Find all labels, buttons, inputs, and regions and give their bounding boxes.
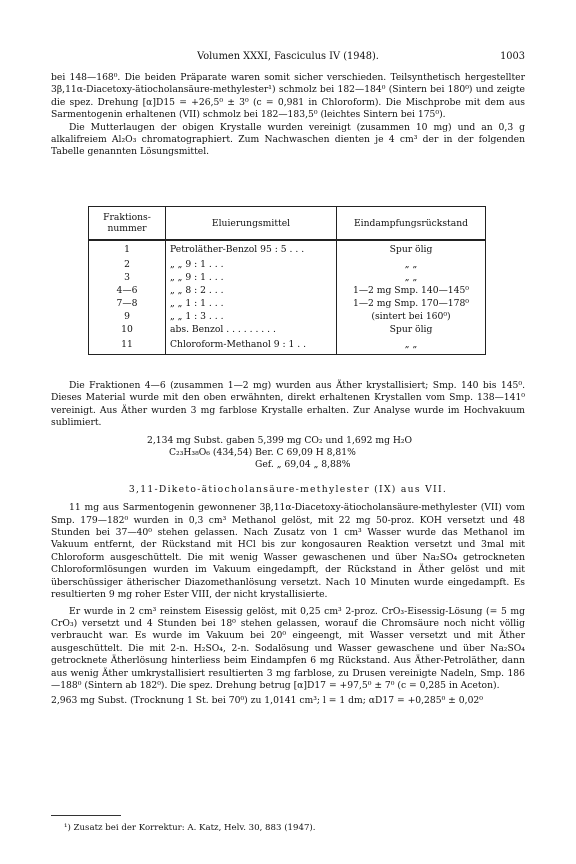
paragraph-4: 11 mg aus Sarmentogenin gewonnener 3β,11α-Diacetoxy-ätiocholansäure-methylester (VII) vom Smp. 179—182⁰ wurden in 0,3 cm³ Methanol gelöst, mit 22 mg 50-proz. KOH versetzt und 48 Stunden bei 37—40⁰ stehen gelassen. Nach Zusatz von 1 cm³ Wasser wurde das Methanol im Vakuum entfernt, der Rückstand mit HCl bis zur kongosauren Reaktion versetzt und 3mal mit Chloroform ausgeschüttelt. Die mit wenig Wasser gewaschenen und über Na₂SO₄ getrockneten Chloroformlösungen wurden im Vakuum eingedampft, der Rückstand in Äther gelöst und mit überschüssiger ätherischer Diazomethanlösung versetzt. Nach 10 Minuten wurde eingedampft. Es resultierten 9 mg roher Ester VIII, der nicht krystallisierte. — [51, 502, 525, 601]
paragraph-1: bei 148—168⁰. Die beiden Präparate waren somit sicher verschieden. Teilsynthetisch hergestellter 3β,11α-Diacetoxy-ätiocholansäure-methylester¹) schmolz bei 182—184⁰ (Sintern bei 180⁰) und zeigte die spez. Drehung [α]D15 = +26,5⁰ ± 3⁰ (c = 0,981 in Chloroform). Die Mischprobe mit dem aus Sarmentogenin erhaltenen (VII) schmolz bei 182—183,5⁰ (leichtes Sintern bei 175⁰). — [51, 72, 525, 121]
running-header — [51, 51, 525, 62]
table-row — [89, 258, 486, 271]
eluent: „ „ 1 : 1 . . . — [166, 297, 337, 310]
residue: „ „ — [337, 271, 486, 284]
residue: „ „ — [337, 336, 486, 354]
body-top — [51, 72, 525, 159]
paragraph-6: 2,963 mg Subst. (Trocknung 1 St. bei 70⁰) zu 1,0141 cm³; l = 1 dm; αD17 = +0,285⁰ ± 0,02⁰ — [51, 695, 483, 707]
fraction-number: 2 — [124, 259, 130, 270]
analysis-line-2: C₂₃H₃₈O₆ (434,54) Ber. C 69,09 H 8,81% — [169, 447, 356, 459]
fraction-number: 10 — [121, 324, 133, 335]
footnote-rule — [51, 815, 121, 816]
table-row — [89, 323, 486, 336]
analysis-line-3: Gef. „ 69,04 „ 8,88% — [255, 459, 351, 471]
fraction-number: 1 — [124, 244, 130, 255]
table-row — [89, 271, 486, 284]
col-header-fraction: Fraktions- nummer — [89, 207, 166, 241]
residue: 1—2 mg Smp. 170—178⁰ — [337, 297, 486, 310]
col-header-eluent: Eluierungsmittel — [166, 207, 337, 241]
eluent: Petroläther-Benzol 95 : 5 . . . — [166, 240, 337, 258]
page-number: 1003 — [500, 51, 525, 62]
eluent: „ „ 9 : 1 . . . — [166, 258, 337, 271]
residue: (sintert bei 160⁰) — [337, 310, 486, 323]
fraction-number: 4—6 — [116, 285, 138, 296]
table-header-row — [89, 207, 486, 241]
eluent: „ „ 8 : 2 . . . — [166, 284, 337, 297]
analysis-line-1: 2,134 mg Subst. gaben 5,399 mg CO₂ und 1,692 mg H₂O — [147, 434, 413, 446]
table-row — [89, 240, 486, 258]
table-row — [89, 284, 486, 297]
fraction-number: 9 — [124, 311, 130, 322]
body-middle — [51, 380, 525, 708]
analysis-block — [51, 435, 525, 472]
paragraph-2: Die Mutterlaugen der obigen Krystalle wurden vereinigt (zusammen 10 mg) und an 0,3 g alkalifreiem Al₂O₃ chromatographiert. Zum Nachwaschen dienten je 4 cm³ der in der folgenden Tabelle genannten Lösungsmittel. — [51, 121, 525, 158]
residue: Spur ölig — [337, 240, 486, 258]
table-row — [89, 336, 486, 354]
footnote: ¹) Zusatz bei der Korrektur: A. Katz, Helv. 30, 883 (1947). — [64, 823, 316, 833]
paragraph-3: Die Fraktionen 4—6 (zusammen 1—2 mg) wurden aus Äther krystallisiert; Smp. 140 bis 145⁰. Dieses Material wurde mit den oben erwähnten, direkt erhaltenen Krystallen vom Smp. 138—141⁰ vereinigt. Aus Äther wurden 3 mg farblose Krystalle erhalten. Zur Analyse wurde im Hochvakuum sublimiert. — [51, 380, 525, 429]
eluent: abs. Benzol . . . . . . . . . — [166, 323, 337, 336]
eluent: „ „ 9 : 1 . . . — [166, 271, 337, 284]
residue: 1—2 mg Smp. 140—145⁰ — [337, 284, 486, 297]
paragraph-5: Er wurde in 2 cm³ reinstem Eisessig gelöst, mit 0,25 cm³ 2-proz. CrO₃-Eisessig-Lösung (= 5 mg CrO₃) versetzt und 4 Stunden bei 18⁰ stehen gelassen, worauf die Chromsäure noch nicht völlig verbraucht war. Es wurde im Vakuum bei 20⁰ eingeengt, mit Wasser versetzt und mit Äther ausgeschüttelt. Die mit 2-n. H₂SO₄, 2-n. Sodalösung und Wasser gewaschene und über Na₂SO₄ getrocknete Ätherlösung hinterliess beim Eindampfen 6 mg Rückstand. Aus Äther-Petroläther, dann aus wenig Äther umkrystallisiert resultierten 3 mg farblose, zu Drusen vereinigte Nadeln, Smp. 186—188⁰ (Sintern ab 182⁰). Die spez. Drehung betrug [α]D17 = +97,5⁰ ± 7⁰ (c = 0,285 in Aceton). — [51, 605, 525, 691]
table-row — [89, 310, 486, 323]
residue: Spur ölig — [337, 323, 486, 336]
fraction-number: 11 — [121, 339, 133, 351]
residue: „ „ — [337, 258, 486, 271]
fraction-number: 7—8 — [116, 298, 138, 309]
col-header-residue: Eindampfungsrückstand — [337, 207, 486, 241]
section-title: 3,11-Diketo-ätiocholansäure-methylester (IX) aus VII. — [128, 483, 448, 495]
fraction-table — [88, 206, 486, 355]
eluent: Chloroform-Methanol 9 : 1 . . — [166, 336, 337, 354]
fraction-number: 3 — [124, 272, 130, 283]
eluent: „ „ 1 : 3 . . . — [166, 310, 337, 323]
table-row — [89, 297, 486, 310]
journal-title: Volumen XXXI, Fasciculus IV (1948). — [197, 51, 379, 62]
